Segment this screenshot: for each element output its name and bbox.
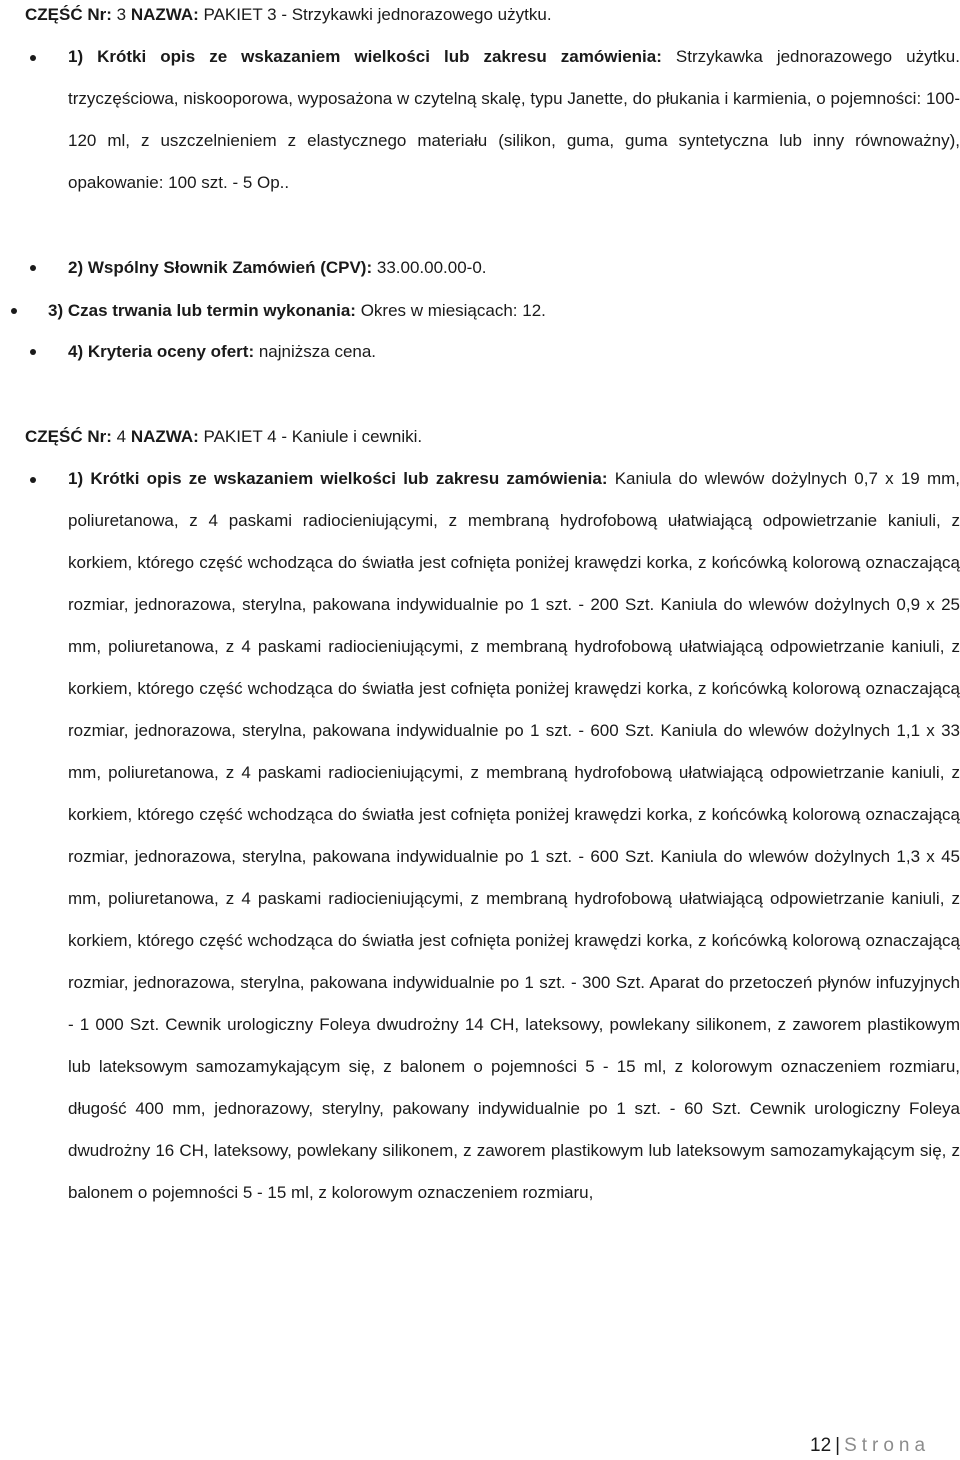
- bullet-icon: [30, 265, 36, 271]
- section-3-item-4-label: 4) Kryteria oceny ofert:: [68, 342, 255, 361]
- bullet-icon: [30, 477, 36, 483]
- page-word: Strona: [844, 1435, 931, 1456]
- section-4-name-label: NAZWA:: [130, 427, 199, 446]
- section-4-item-1-text: Kaniula do wlewów dożylnych 0,7 x 19 mm, poliuretanowa, z 4 paskami radiocieniującymi, z membraną hydrofobową ułatwiającą odpowietrzanie kaniuli, z korkiem, którego część wchodząca do światła jest cofnięta poniżej krawędzi korka, z końcówką kolorową oznaczającą rozmiar, jednorazowa, sterylna, pakowana indywidualnie po 1 szt. - 200 Szt. Kaniula do wlewów dożylnych 0,9 x 25 mm, poliuretanowa, z 4 paskami radiocieniującymi, z membraną hydrofobową ułatwiającą odpowietrzanie kaniuli, z korkiem, którego część wchodząca do światła jest cofnięta poniżej krawędzi korka, z końcówką kolorową oznaczającą rozmiar, jednorazowa, sterylna, pakowana indywidualnie po 1 szt. - 600 Szt. Kaniula do wlewów dożylnych 1,1 x 33 mm, poliuretanowa, z 4 paskami radiocieniującymi, z membraną hydrofobową ułatwiającą odpowietrzanie kaniuli, z korkiem, którego część wchodząca do światła jest cofnięta poniżej krawędzi korka, z końcówką kolorową oznaczającą rozmiar, jednorazowa, sterylna, pakowana indywidualnie po 1 szt. - 600 Szt. Kaniula do wlewów dożylnych 1,3 x 45 mm, poliuretanowa, z 4 paskami radiocieniującymi, z membraną hydrofobową ułatwiającą odpowietrzanie kaniuli, z korkiem, którego część wchodząca do światła jest cofnięta poniżej krawędzi korka, z końcówką kolorową oznaczającą rozmiar, jednorazowa, sterylna, pakowana indywidualnie po 1 szt. - 300 Szt. Aparat do przetoczeń płynów infuzyjnych - 1 000 Szt. Cewnik urologiczny Foleya dwudrożny 14 CH, lateksowy, powlekany silikonem, z zaworem plastikowym lub lateksowym samozamykającym się, z balonem o pojemności 5 - 15 ml, z kolorowym oznaczeniem rozmiaru, długość 400 mm, jednorazowy, sterylny, pakowany indywidualnie po 1 szt. - 60 Szt. Cewnik urologiczny Foleya dwudrożny 16 CH, lateksowy, powlekany silikonem, z zaworem plastikowym lub lateksowym samozamykającym się, z balonem o pojemności 5 - 15 ml, z kolorowym oznaczeniem rozmiaru,: [68, 469, 960, 1202]
- bullet-icon: [30, 349, 36, 355]
- section-3-label: CZĘŚĆ Nr:: [25, 5, 112, 24]
- section-3-item-1: [68, 36, 960, 204]
- section-4-item-1-label: 1) Krótki opis ze wskazaniem wielkości lub zakresu zamówienia:: [68, 469, 608, 488]
- section-3-number: 3: [111, 5, 131, 24]
- section-4-title: [25, 427, 422, 447]
- bullet-icon: [30, 55, 36, 61]
- section-3-item-4: [68, 342, 376, 362]
- page-number: 12: [810, 1435, 832, 1456]
- section-3-item-4-text: najniższa cena.: [254, 342, 377, 361]
- section-4-label: CZĘŚĆ Nr:: [25, 427, 112, 446]
- section-4-item-1: [68, 458, 960, 1214]
- section-3-item-2: [68, 258, 487, 278]
- section-3-item-2-label: 2) Wspólny Słownik Zamówień (CPV):: [68, 258, 373, 277]
- bullet-icon: [11, 308, 17, 314]
- section-3-name-label: NAZWA:: [130, 5, 199, 24]
- section-3-item-1-label: 1) Krótki opis ze wskazaniem wielkości lub zakresu zamówienia:: [68, 47, 662, 66]
- section-3-item-2-text: 33.00.00.00-0.: [372, 258, 487, 277]
- page-footer: [810, 1434, 930, 1458]
- section-3-item-3: [48, 301, 546, 321]
- section-3-name: PAKIET 3 - Strzykawki jednorazowego użytku.: [198, 5, 552, 24]
- section-3-item-3-text: Okres w miesiącach: 12.: [355, 301, 546, 320]
- section-3-title: [25, 5, 552, 25]
- section-3-item-1-text: Strzykawka jednorazowego użytku. trzyczęściowa, niskooporowa, wyposażona w czytelną skalę, typu Janette, do płukania i karmienia, o pojemności: 100-120 ml, z uszczelnieniem z elastycznego materiału (silikon, guma, guma syntetyczna lub inny równoważny), opakowanie: 100 szt. - 5 Op..: [68, 47, 960, 192]
- section-4-number: 4: [111, 427, 131, 446]
- section-4-name: PAKIET 4 - Kaniule i cewniki.: [198, 427, 423, 446]
- section-3-item-3-label: 3) Czas trwania lub termin wykonania:: [48, 301, 356, 320]
- footer-separator: |: [835, 1435, 841, 1456]
